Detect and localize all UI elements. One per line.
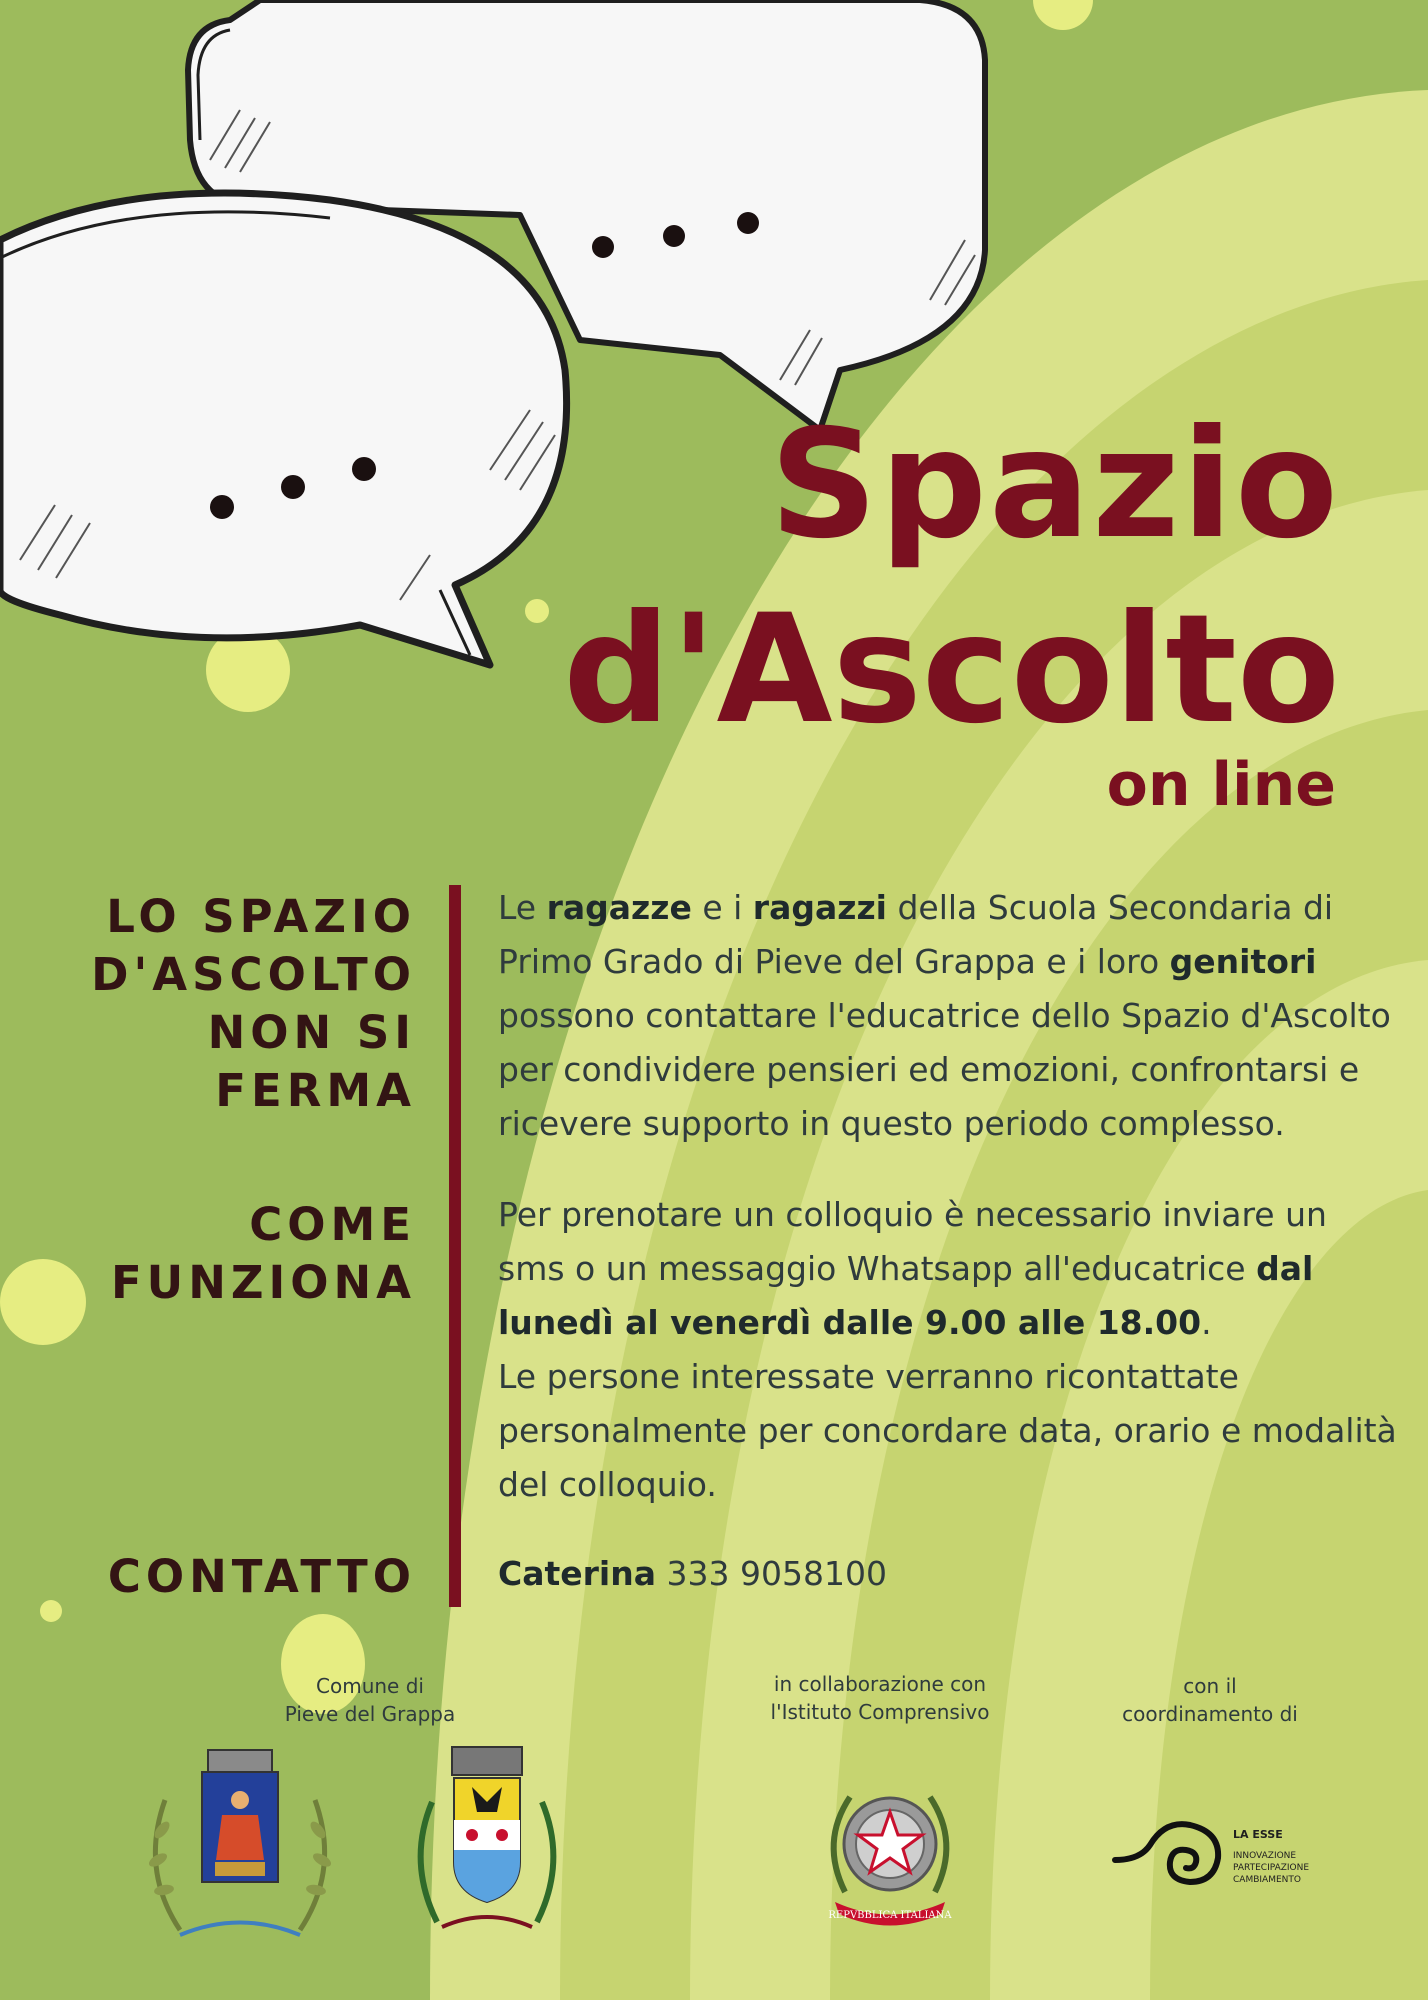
coat-of-arms-icon — [140, 1740, 340, 1950]
dot — [663, 225, 685, 247]
paragraph-intro — [498, 881, 1398, 1151]
label-lo-spazio: LO SPAZIO D'ASCOLTO NON SI FERMA — [91, 890, 416, 1117]
la-esse-name: LA ESSE — [1233, 1828, 1283, 1841]
emphasis-text: Caterina — [498, 1554, 656, 1593]
emphasis-text: ragazze — [546, 888, 692, 927]
title-online: on line — [1106, 750, 1336, 820]
dot — [592, 236, 614, 258]
body-text: della Scuola Secondaria di Primo Grado di Pieve del Grappa e i loro — [498, 888, 1334, 981]
body-text: Le persone interessate verranno ricontattate personalmente per concordare data, orario e modalità del colloquio. — [498, 1357, 1397, 1504]
dot — [1033, 0, 1093, 30]
dot — [281, 475, 305, 499]
body-text: 333 9058100 — [656, 1554, 887, 1593]
title-spazio: Spazio — [769, 398, 1340, 572]
emphasis-text: genitori — [1169, 942, 1317, 981]
body-text: Le — [498, 888, 547, 927]
label-contatto: CONTATTO — [107, 1550, 416, 1603]
dot — [0, 1259, 86, 1345]
dot — [210, 495, 234, 519]
dot — [737, 212, 759, 234]
speech-bubble-front — [0, 193, 567, 665]
emphasis-text: dal lunedì al venerdì dalle 9.00 alle 18.00 — [498, 1249, 1314, 1342]
footer-collaborazione: in collaborazione con l'Istituto Comprensivo — [770, 1672, 990, 1724]
emphasis-text: ragazzi — [752, 888, 887, 927]
paragraph-contatto — [498, 1547, 1398, 1601]
section-divider — [449, 885, 461, 1607]
footer-coordinamento: con il coordinamento di — [1122, 1674, 1298, 1726]
body-text: Per prenotare un colloquio è necessario inviare un sms o un messaggio Whatsapp all'educatrice — [498, 1195, 1327, 1288]
dot — [352, 457, 376, 481]
body-text: possono contattare l'educatrice dello Spazio d'Ascolto per condividere pensieri ed emozioni, confrontarsi e ricevere supporto in questo periodo complesso. — [498, 996, 1391, 1143]
body-text: . — [1201, 1303, 1212, 1342]
coat-of-arms-icon — [412, 1742, 562, 1942]
repubblica-emblem-icon — [815, 1772, 965, 1932]
body-text: e i — [691, 888, 753, 927]
la-esse-tagline: INNOVAZIONE PARTECIPAZIONE CAMBIAMENTO — [1233, 1851, 1310, 1885]
dot — [40, 1600, 62, 1622]
emblem-ribbon-text: REPVBBLICA ITALIANA — [828, 1910, 952, 1921]
la-esse-logo-icon — [1110, 1800, 1230, 1890]
title-ascolto: d'Ascolto — [563, 583, 1340, 757]
paragraph-come-funziona — [498, 1188, 1398, 1512]
label-come-funziona: COME FUNZIONA — [110, 1198, 416, 1309]
dot — [525, 599, 549, 623]
footer-comune: Comune di Pieve del Grappa — [284, 1674, 456, 1726]
